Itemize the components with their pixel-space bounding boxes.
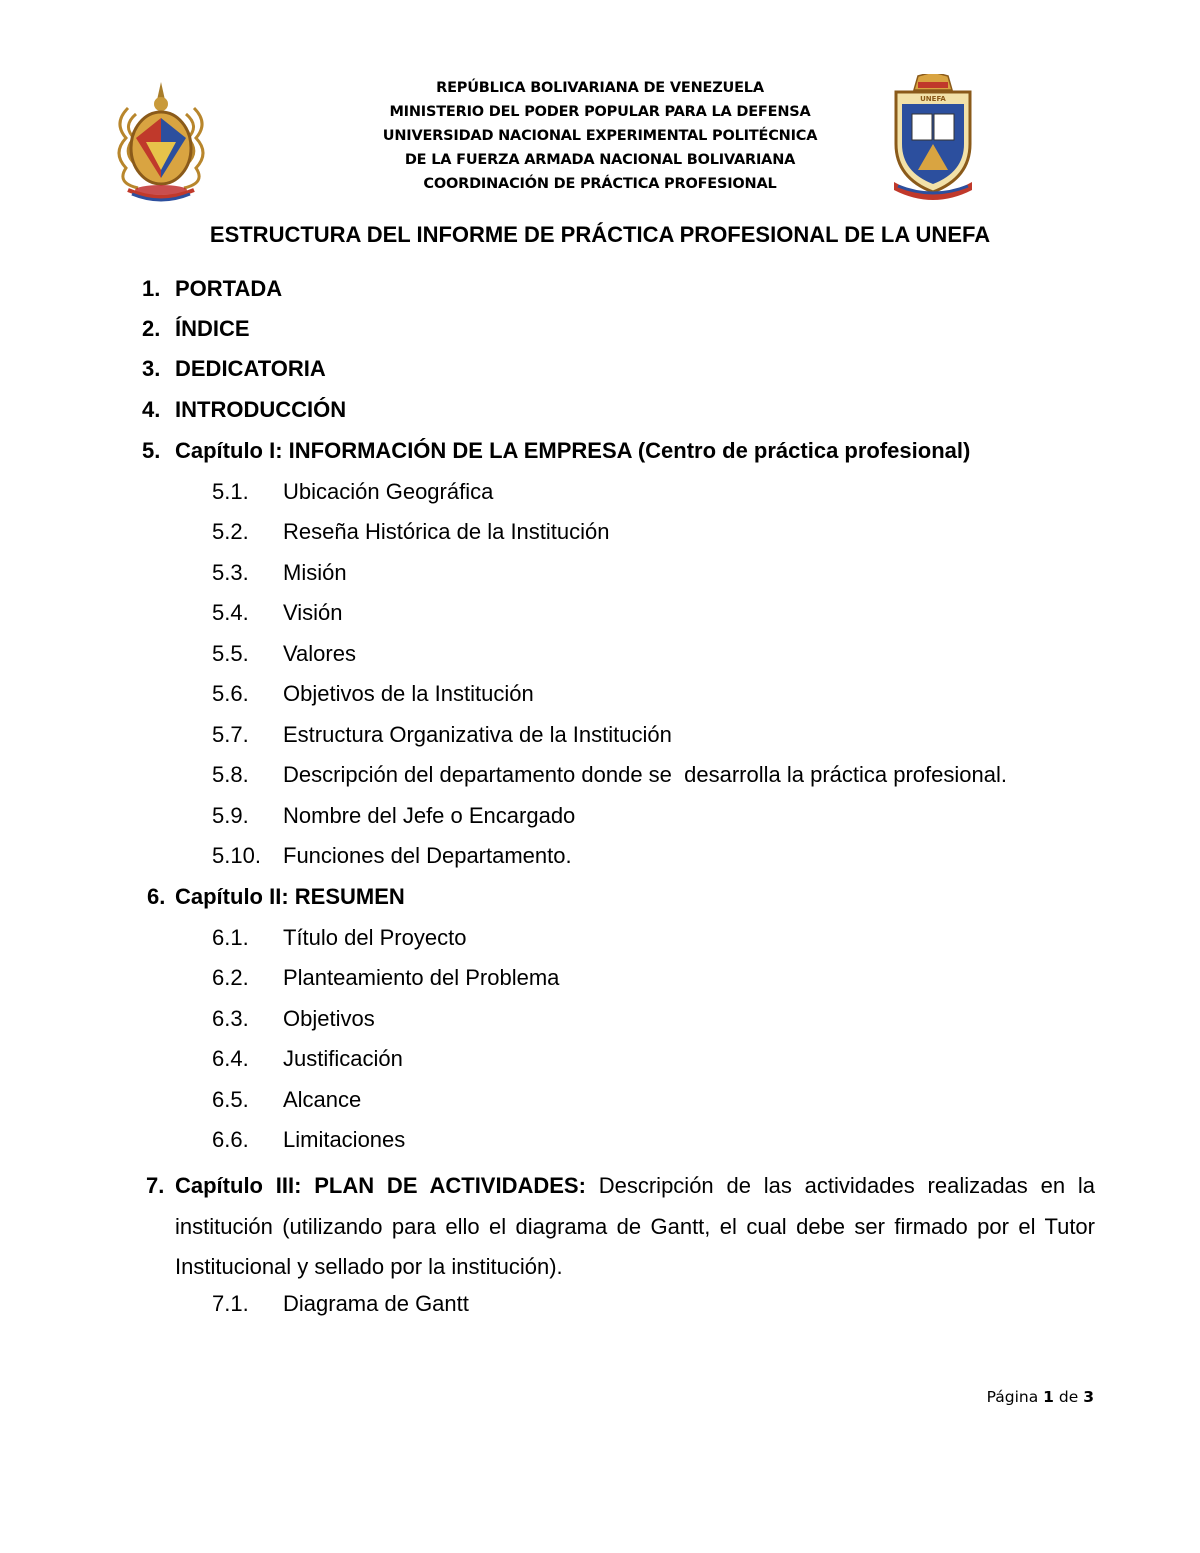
chapter-label: Capítulo II: [175, 884, 295, 909]
sub-number: 5.1. [212, 479, 249, 504]
page-total: 3 [1083, 1388, 1094, 1406]
sub-number: 5.4. [212, 600, 249, 625]
header-line: UNIVERSIDAD NACIONAL EXPERIMENTAL POLITÉCNICA [382, 128, 818, 144]
sub-text: Valores [283, 641, 356, 666]
page-of-label: de [1053, 1388, 1084, 1406]
sub-number: 5.7. [212, 722, 249, 747]
sub-number: 5.9. [212, 803, 249, 828]
sub-text: Visión [283, 600, 343, 625]
sub-text: Objetivos de la Institución [283, 681, 534, 706]
item-number: 5. [142, 438, 161, 463]
chapter-title: RESUMEN [294, 884, 405, 909]
sub-number: 6.3. [212, 1006, 249, 1031]
sub-text: Misión [283, 560, 347, 585]
chapter-title: PLAN DE ACTIVIDADES [314, 1173, 579, 1198]
sub-text: Objetivos [283, 1006, 375, 1031]
sub-text: Descripción del departamento donde se desarrolla la práctica profesional. [283, 762, 1007, 787]
sub-text: Ubicación Geográfica [283, 479, 494, 504]
chapter-label: Capítulo III: [175, 1173, 315, 1198]
unefa-crest-logo-left [108, 78, 214, 204]
item-text: DEDICATORIA [175, 356, 326, 381]
item-text: ÍNDICE [175, 316, 250, 341]
chapter-description: Descripción de las actividades realizadas en la institución (utilizando para ello el diagrama de Gantt, el cual debe ser firmado por el Tutor Institucional y sellado por la institución). [175, 1173, 1095, 1279]
sub-number: 5.10. [212, 843, 261, 868]
sub-text: Alcance [283, 1087, 362, 1112]
header-line: DE LA FUERZA ARMADA NACIONAL BOLIVARIANA [404, 152, 796, 168]
sub-text: Diagrama de Gantt [283, 1291, 469, 1316]
page-number-footer [987, 1388, 1094, 1406]
sub-text: Limitaciones [283, 1127, 406, 1152]
sub-text: Funciones del Departamento. [283, 843, 572, 868]
header-line: REPÚBLICA BOLIVARIANA DE VENEZUELA [436, 80, 764, 96]
item-text: PORTADA [175, 276, 283, 301]
sub-text: Reseña Histórica de la Institución [283, 519, 610, 544]
header-line: MINISTERIO DEL PODER POPULAR PARA LA DEFENSA [389, 104, 811, 120]
chapter-note: (Centro de práctica profesional) [631, 438, 971, 463]
sub-text: Justificación [283, 1046, 403, 1071]
unefa-shield-logo-right [888, 74, 978, 202]
item-number: 6. [147, 884, 166, 909]
sub-number: 5.3. [212, 560, 249, 585]
page-current: 1 [1043, 1388, 1054, 1406]
chapter-paragraph [175, 1166, 1095, 1288]
sub-number: 6.1. [212, 925, 249, 950]
item-number: 3. [142, 356, 161, 381]
institution-header [300, 76, 900, 196]
sub-text: Nombre del Jefe o Encargado [283, 803, 576, 828]
chapter-colon: : [578, 1173, 586, 1198]
sub-number: 6.2. [212, 965, 249, 990]
sub-text: Planteamiento del Problema [283, 965, 560, 990]
item-number: 1. [142, 276, 161, 301]
sub-number: 5.6. [212, 681, 249, 706]
page-label: Página [986, 1388, 1044, 1406]
sub-number: 5.2. [212, 519, 249, 544]
item-number: 7. [146, 1173, 165, 1198]
sub-number: 5.5. [212, 641, 249, 666]
chapter-title: INFORMACIÓN DE LA EMPRESA [288, 438, 632, 463]
item-text: INTRODUCCIÓN [175, 397, 347, 422]
chapter-label: Capítulo I: [175, 438, 289, 463]
item-number: 4. [142, 397, 161, 422]
sub-text: Título del Proyecto [283, 925, 467, 950]
document-title: ESTRUCTURA DEL INFORME DE PRÁCTICA PROFESIONAL DE LA UNEFA [209, 222, 991, 247]
logo-right-label: UNEFA [920, 95, 946, 103]
item-number: 2. [142, 316, 161, 341]
sub-number: 7.1. [212, 1291, 249, 1316]
header-line: COORDINACIÓN DE PRÁCTICA PROFESIONAL [423, 176, 777, 192]
sub-number: 5.8. [212, 762, 249, 787]
sub-text: Estructura Organizativa de la Institución [283, 722, 672, 747]
sub-number: 6.4. [212, 1046, 249, 1071]
sub-number: 6.5. [212, 1087, 249, 1112]
sub-number: 6.6. [212, 1127, 249, 1152]
